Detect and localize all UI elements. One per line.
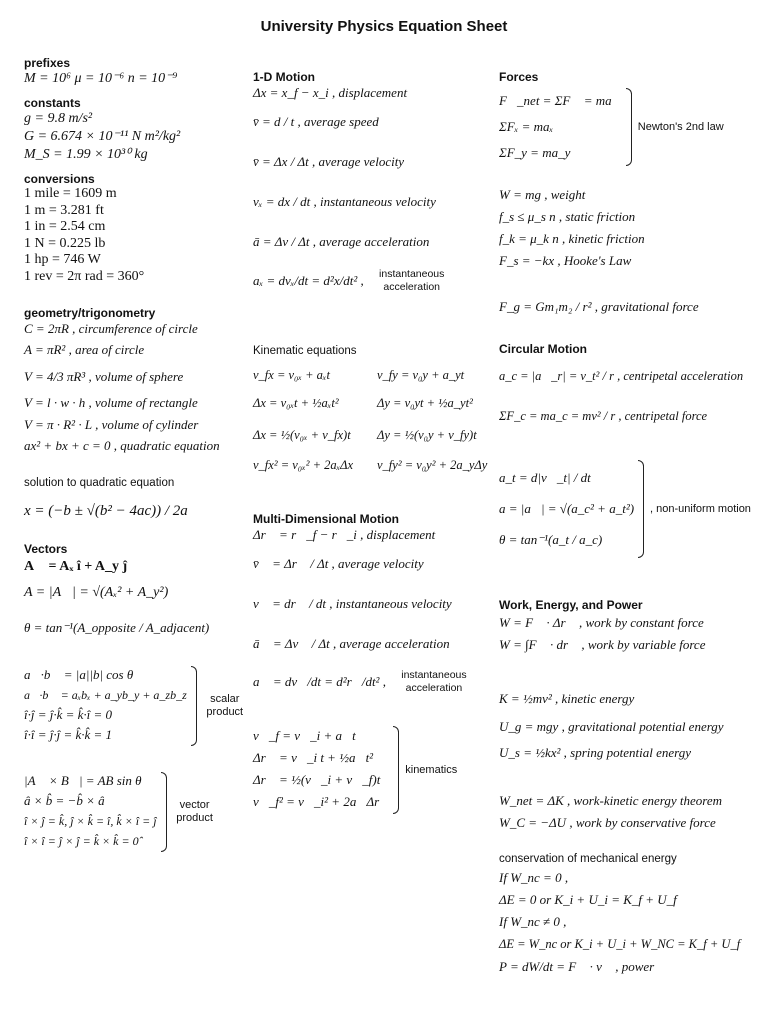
kinematic-vx: v_fx = v₀ₓ + aₓt: [253, 368, 330, 382]
kinetic-energy: K = ½mv² , kinetic energy: [499, 691, 635, 706]
cross-product-anticommute: â × b̂ = −b̂ × â: [24, 793, 105, 808]
newton-net-force: F⃗_net = ΣF⃗ = ma⃗: [499, 93, 622, 108]
cross-unit-self: î × î = ĵ × ĵ = k̂ × k̂ = 0̂: [24, 834, 139, 848]
work-variable-force: W = ∫F⃗ · dr⃗ , work by variable force: [499, 637, 706, 652]
vector-angle: θ = tan⁻¹(A_opposite / A_adjacent): [24, 620, 210, 635]
vector-components: A⃗ = Aₓ î + A_y ĵ: [24, 559, 128, 574]
kinematics-displacement-average: Δr⃗ = ½(v⃗_i + v⃗_f)t: [253, 772, 381, 787]
quadratic-equation: ax² + bx + c = 0 , quadratic equation: [24, 438, 220, 453]
displacement-vector: Δr⃗ = r⃗_f − r⃗_i , displacement: [253, 527, 436, 542]
quadratic-solution-label: solution to quadratic equation: [24, 477, 175, 489]
vector-magnitude: A = |A⃗| = √(Aₓ² + A_y²): [24, 585, 169, 600]
kinematics-label: kinematics: [405, 763, 458, 776]
scalar-unit-orthogonal: î·ĵ = ĵ·k̂ = k̂·î = 0: [24, 707, 113, 722]
circular-motion-header: Circular Motion: [499, 342, 588, 356]
instantaneous-acceleration-label-vector: instantaneous acceleration: [401, 669, 467, 694]
spring-potential-energy: U_s = ½kx² , spring potential energy: [499, 745, 691, 760]
geometry-header: geometry/trigonometry: [24, 306, 156, 320]
non-uniform-brace: [638, 460, 644, 558]
forces-header: Forces: [499, 70, 539, 84]
geometry-circle-area: A = πR² , area of circle: [24, 342, 145, 357]
kinematics-velocity: v⃗_f = v⃗_i + a⃗t: [253, 728, 356, 743]
energy-nonconserved: ΔE = W_nc or K_i + U_i + W_NC = K_f + U_f: [499, 937, 741, 951]
power: P = dW/dt = F⃗ · v⃗ , power: [499, 959, 655, 974]
kinematic-dx-average: Δx = ½(v₀ₓ + v_fx)t: [253, 428, 351, 442]
scalar-product-angle: a⃗·b⃗ = |a||b| cos θ: [24, 667, 134, 682]
cross-unit-cyclic: î × ĵ = k̂, ĵ × k̂ = î, k̂ × î = ĵ: [24, 814, 157, 828]
average-velocity-vector: v̄⃗ = Δr⃗ / Δt , average velocity: [253, 556, 424, 571]
prefixes-header: prefixes: [24, 56, 71, 70]
kinematic-dy-accel: Δy = v₀yt + ½a_yt²: [377, 396, 473, 410]
one-d-motion-header: 1-D Motion: [253, 70, 315, 84]
kinematics-brace: [393, 726, 399, 814]
gravitational-potential-energy: U_g = mgy , gravitational potential energy: [499, 719, 724, 734]
quadratic-solution: x = (−b ± √(b² − 4ac)) / 2a: [24, 503, 188, 519]
total-acceleration: a = |a⃗| = √(a_c² + a_t²): [499, 501, 635, 516]
work-conservative-force: W_C = −ΔU , work by conservative force: [499, 815, 716, 830]
average-velocity-1d: v̄ = Δx / Δt , average velocity: [253, 154, 405, 169]
multi-dimensional-motion-header: Multi-Dimensional Motion: [253, 512, 399, 526]
scalar-product-components: a⃗·b⃗ = aₓbₓ + a_yb_y + a_zb_z: [24, 688, 187, 702]
kinematic-equations-label: Kinematic equations: [253, 345, 357, 357]
work-energy-power-header: Work, Energy, and Power: [499, 598, 643, 612]
scalar-product-label: scalar product: [206, 693, 244, 718]
constants-header: constants: [24, 96, 81, 110]
weight: W = mg , weight: [499, 187, 586, 202]
condition-nonconservative-nonzero: If W_nc ≠ 0 ,: [499, 914, 567, 929]
newton-x: ΣFₓ = maₓ: [499, 119, 554, 134]
energy-conserved: ΔE = 0 or K_i + U_i = K_f + U_f: [499, 892, 677, 907]
constant-g: g = 9.8 m/s²: [24, 111, 93, 126]
conversion-meter: 1 m = 3.281 ft: [24, 202, 104, 218]
vector-product-brace: [161, 772, 167, 852]
page-title: University Physics Equation Sheet: [260, 18, 508, 35]
acceleration-angle: θ = tan⁻¹(a_t / a_c): [499, 532, 603, 547]
conversion-mile: 1 mile = 1609 m: [24, 186, 117, 201]
kinematic-dy-average: Δy = ½(v₀y + v_fy)t: [377, 428, 477, 442]
kinematics-velocity-squared: v⃗_f² = v⃗_i² + 2a⃗Δr⃗: [253, 794, 390, 809]
newton-second-law-label: Newton's 2nd law: [637, 120, 724, 133]
conservation-label: conservation of mechanical energy: [499, 853, 677, 865]
geometry-sphere-volume: V = 4/3 πR³ , volume of sphere: [24, 369, 184, 384]
kinematic-dx-accel: Δx = v₀ₓt + ½aₓt²: [253, 396, 339, 410]
average-acceleration-1d: ā = Δv / Δt , average acceleration: [253, 234, 430, 249]
conversion-inch: 1 in = 2.54 cm: [24, 219, 106, 234]
kinetic-friction: f_k = μ_k n , kinetic friction: [499, 231, 645, 246]
kinematics-displacement-accel: Δr⃗ = v⃗_i t + ½a⃗t²: [253, 750, 374, 765]
non-uniform-motion-label: , non-uniform motion: [650, 502, 751, 515]
gravitational-force: F_g = Gm₁m₂ / r² , gravitational force: [499, 299, 699, 314]
instantaneous-velocity-vector: v⃗ = dr⃗ / dt , instantaneous velocity: [253, 596, 452, 611]
geometry-circumference: C = 2πR , circumference of circle: [24, 321, 198, 336]
conversion-newton: 1 N = 0.225 lb: [24, 235, 106, 251]
instantaneous-acceleration-1d: aₓ = dvₓ/dt = d²x/dt² ,: [253, 273, 364, 288]
constant-sun-mass: M_S = 1.99 × 10³⁰ kg: [24, 147, 148, 162]
work-constant-force: W = F⃗ · Δr⃗ , work by constant force: [499, 615, 704, 630]
prefixes-equation: M = 10⁶ μ = 10⁻⁶ n = 10⁻⁹: [24, 71, 178, 86]
centripetal-force: ΣF_c = ma_c = mv² / r , centripetal force: [499, 409, 708, 423]
constant-G: G = 6.674 × 10⁻¹¹ N m²/kg²: [24, 129, 181, 144]
hookes-law: F_s = −kx , Hooke's Law: [499, 253, 632, 268]
instantaneous-velocity-1d: vₓ = dx / dt , instantaneous velocity: [253, 194, 436, 209]
static-friction: f_s ≤ μ_s n , static friction: [499, 209, 636, 224]
geometry-rectangle-volume: V = l · w · h , volume of rectangle: [24, 395, 198, 410]
vectors-header: Vectors: [24, 542, 68, 556]
scalar-product-brace: [191, 666, 197, 746]
vector-product-label: vector product: [176, 799, 213, 824]
work-kinetic-energy-theorem: W_net = ΔK , work-kinetic energy theorem: [499, 793, 723, 808]
newton-brace: [626, 88, 632, 166]
condition-nonconservative-zero: If W_nc = 0 ,: [499, 870, 569, 885]
geometry-cylinder-volume: V = π · R² · L , volume of cylinder: [24, 417, 199, 432]
tangential-acceleration: a_t = d|v⃗_t| / dt: [499, 470, 591, 485]
conversion-revolution: 1 rev = 2π rad = 360°: [24, 268, 145, 284]
centripetal-acceleration: a_c = |a⃗_r| = v_t² / r , centripetal acceleration: [499, 369, 744, 383]
instantaneous-acceleration-label-1d: instantaneous acceleration: [379, 268, 445, 293]
conversion-horsepower: 1 hp = 746 W: [24, 252, 101, 267]
kinematic-vy: v_fy = v₀y + a_yt: [377, 368, 465, 382]
average-speed: v̄ = d / t , average speed: [253, 114, 379, 129]
kinematic-vy-squared: v_fy² = v₀y² + 2a_yΔy: [377, 458, 488, 472]
conversions-header: conversions: [24, 172, 95, 186]
newton-y: ΣF_y = ma_y: [499, 145, 571, 160]
instantaneous-acceleration-vector: a⃗ = dv⃗/dt = d²r⃗/dt² ,: [253, 674, 386, 689]
scalar-unit-parallel: î·î = ĵ·ĵ = k̂·k̂ = 1: [24, 727, 113, 742]
kinematic-vx-squared: v_fx² = v₀ₓ² + 2aₓΔx: [253, 458, 354, 472]
average-acceleration-vector: ā⃗ = Δv⃗ / Δt , average acceleration: [253, 636, 450, 651]
displacement-1d: Δx = x_f − x_i , displacement: [253, 85, 408, 100]
cross-product-magnitude: |A⃗ × B⃗| = AB sin θ: [24, 773, 142, 788]
